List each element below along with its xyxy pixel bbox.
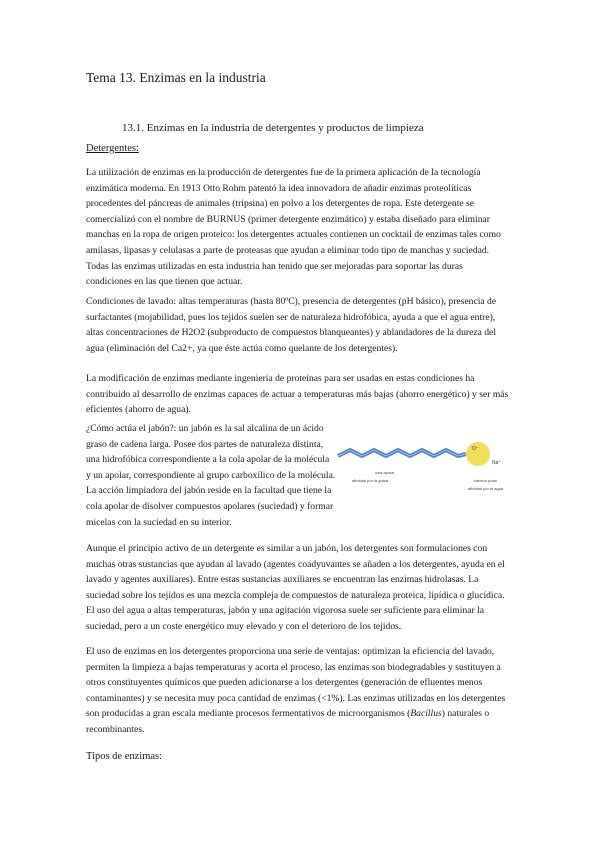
head-sublabel: afinidad por el agua xyxy=(468,486,504,491)
tipos-enzimas-heading: Tipos de enzimas: xyxy=(86,751,163,762)
head-label: cabeza polar xyxy=(474,478,497,483)
advantages-text-end: ) naturales o recombinantes. xyxy=(86,708,490,735)
paragraph-detergent-formulation: Aunque el principio activo de un detergente es similar a un jabón, los detergentes son formulaciones con muchas otras sustancias que ayudan al lavado (agentes coadyuvantes se añaden a los detergentes, ayuda en el lavado y agentes auxiliares). Entre estas sustancias auxiliares se encuentran las enzimas hidrolasas. La suciedad sobre los tejidos es una mezcla compleja de compuestos de naturaleza proteica, lipídica o glucídica. El uso del agua a altas temperaturas, jabón y una agitación vigorosa suele ser suficiente para eliminar la suciedad, pero a un coste energético muy elevado y con el deterioro de los tejidos. xyxy=(86,543,505,632)
head-ion: Na⁺ xyxy=(492,460,502,466)
paragraph-advantages xyxy=(86,644,510,738)
subheading-detergentes: Detergentes: xyxy=(86,143,139,154)
paragraph-history: La utilización de enzimas en la producción de detergentes fue de la primera aplicación de la tecnología enzimática moderna. En 1913 Otto Rohm patentó la idea innovadora de añadir enzimas proteolíticas procedentes del páncreas de animales (tripsina) en polvo a los detergentes de ropa. Este detergente se comercializó con el nombre de BURNUS (primer detergente enzimático) y estaba diseñado para eliminar manchas en la ropa de origen proteico: los detergentes actuales contienen un cocktail de enzimas tales como amilasas, lipasas y celulasas a parte de proteasas que ayudan a eliminar todo tipo de manchas y suciedad. Todas las enzimas utilizadas en esta industria han tenido que ser mejoradas para soportar las duras condiciones en las que tienen que actuar. xyxy=(86,167,501,288)
paragraph-conditions: Condiciones de lavado: altas temperaturas (hasta 80ºC), presencia de detergentes (pH básico), presencia de surfactantes (mojabilidad, pues los tejidos suelen ser de naturaleza hidrofóbica, ayuda a que el agua entre), altas concentraciones de H2O2 (subproducto de compuestos blanqueantes) y ablandadores de la dureza del agua (eliminación del Ca2+, ya que éste actúa como quelante de los detergentes). xyxy=(86,296,497,354)
page-title: Tema 13. Enzimas en la industria xyxy=(86,70,266,85)
soap-molecule-figure xyxy=(330,430,520,500)
soap-molecule-diagram xyxy=(330,430,520,500)
head-charge: O⁻ xyxy=(472,446,479,452)
tail-label: cola apolar xyxy=(375,470,395,475)
section-heading: 13.1. Enzimas en la industria de detergentes y productos de limpieza xyxy=(122,122,424,134)
paragraph-engineering: La modificación de enzimas mediante ingeniería de proteínas para ser usadas en estas condiciones ha contribuido al desarrollo de enzimas capaces de actuar a temperaturas más bajas (ahorro energético) y ser más eficientes (ahorro de agua). xyxy=(86,373,509,416)
advantages-text: El uso de enzimas en los detergentes proporciona una serie de ventajas: optimizan la eficiencia del lavado, permiten la limpieza a bajas temperaturas y acorta el proceso, las enzimas son biodegradables y sustituyen a otros constituyentes químicos que pueden adicionarse a los detergentes (generación de efluentes menos contaminantes) y se necesita muy poca cantidad de enzimas (<1%). Las enzimas utilizadas en los detergentes son producidas a gran escala mediante procesos fermentativos de microorganismos ( xyxy=(86,646,506,720)
tail-sublabel: afinidad por la grasa xyxy=(352,478,389,483)
bacillus-italic: Bacillus xyxy=(410,708,442,720)
paragraph-soap: ¿Cómo actúa el jabón?: un jabón es la sal alcalina de un ácido graso de cadena larga. Posee dos partes de naturaleza distinta, una hidrofóbica correspondiente a la cola apolar de la molécula y un apolar, correspondiente al grupo carboxílico de la molécula. La acción limpiadora del jabón reside en la facultad que tiene la cola apolar de disolver compuestos apolares (suciedad) y formar micelas con la suciedad en su interior. xyxy=(86,423,336,528)
